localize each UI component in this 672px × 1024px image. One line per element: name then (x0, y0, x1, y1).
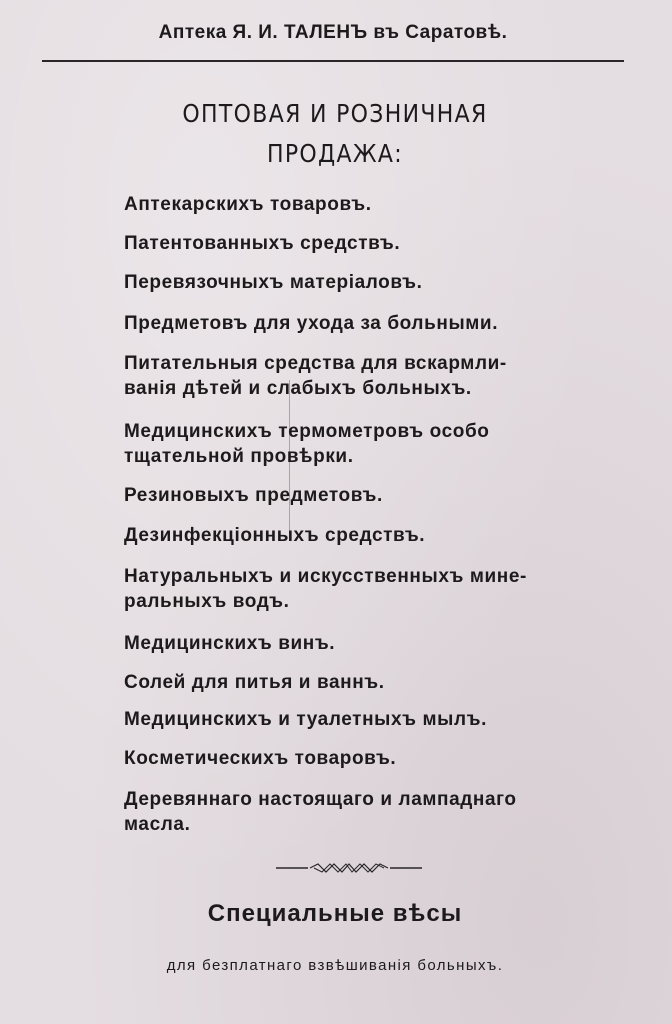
list-item-line: Дезинфекціонныхъ средствъ. (124, 525, 426, 546)
list-item (124, 523, 564, 548)
special-scales-note: для безплатнаго взвѣшиванія больныхъ. (166, 957, 504, 974)
list-item-line: масла. (124, 814, 191, 835)
list-item (124, 670, 564, 695)
list-item-line: ванія дѣтей и слабыхъ больныхъ. (124, 378, 472, 399)
pharmacy-header: Аптека Я. И. ТАЛЕНЪ въ Саратовѣ. (158, 22, 508, 43)
list-item-line: Косметическихъ товаровъ. (124, 748, 397, 769)
list-item-line: Аптекарскихъ товаровъ. (124, 194, 372, 215)
list-item (124, 270, 564, 295)
list-item-line: Медицинскихъ и туалетныхъ мылъ. (124, 709, 487, 730)
list-item-line: Предметовъ для ухода за больными. (124, 313, 499, 334)
list-item-line: ральныхъ водъ. (124, 591, 290, 612)
list-item (124, 483, 564, 508)
list-item-line: Медицинскихъ термометровъ особо (124, 421, 490, 442)
list-item (124, 311, 564, 336)
list-item (124, 787, 564, 837)
list-item (124, 231, 564, 256)
list-item (124, 419, 564, 469)
list-item-line: тщательной провѣрки. (124, 446, 354, 467)
list-item (124, 746, 564, 771)
list-item-line: Солей для питья и ваннъ. (124, 672, 385, 693)
list-item (124, 707, 564, 732)
title-line-1: ОПТОВАЯ И РОЗНИЧНАЯ (182, 99, 488, 128)
list-item-line: Перевязочныхъ матеріаловъ. (124, 272, 423, 293)
list-item (124, 631, 564, 656)
list-item-line: Медицинскихъ винъ. (124, 633, 336, 654)
list-item-line: Натуральныхъ и искусственныхъ мине- (124, 566, 527, 587)
list-item-line: Резиновыхъ предметовъ. (124, 485, 383, 506)
header-rule (42, 60, 624, 62)
list-item-line: Патентованныхъ средствъ. (124, 233, 401, 254)
list-item-line: Деревяннаго настоящаго и лампаднаго (124, 789, 517, 810)
title-line-2: ПРОДАЖА: (266, 139, 404, 168)
list-item-line: Питательныя средства для вскармли- (124, 353, 507, 374)
title (93, 94, 577, 174)
list-item (124, 564, 564, 614)
list-item (124, 351, 564, 401)
special-scales-heading: Специальные вѣсы (207, 900, 463, 927)
ornamental-divider (274, 862, 424, 874)
list-item (124, 192, 564, 217)
